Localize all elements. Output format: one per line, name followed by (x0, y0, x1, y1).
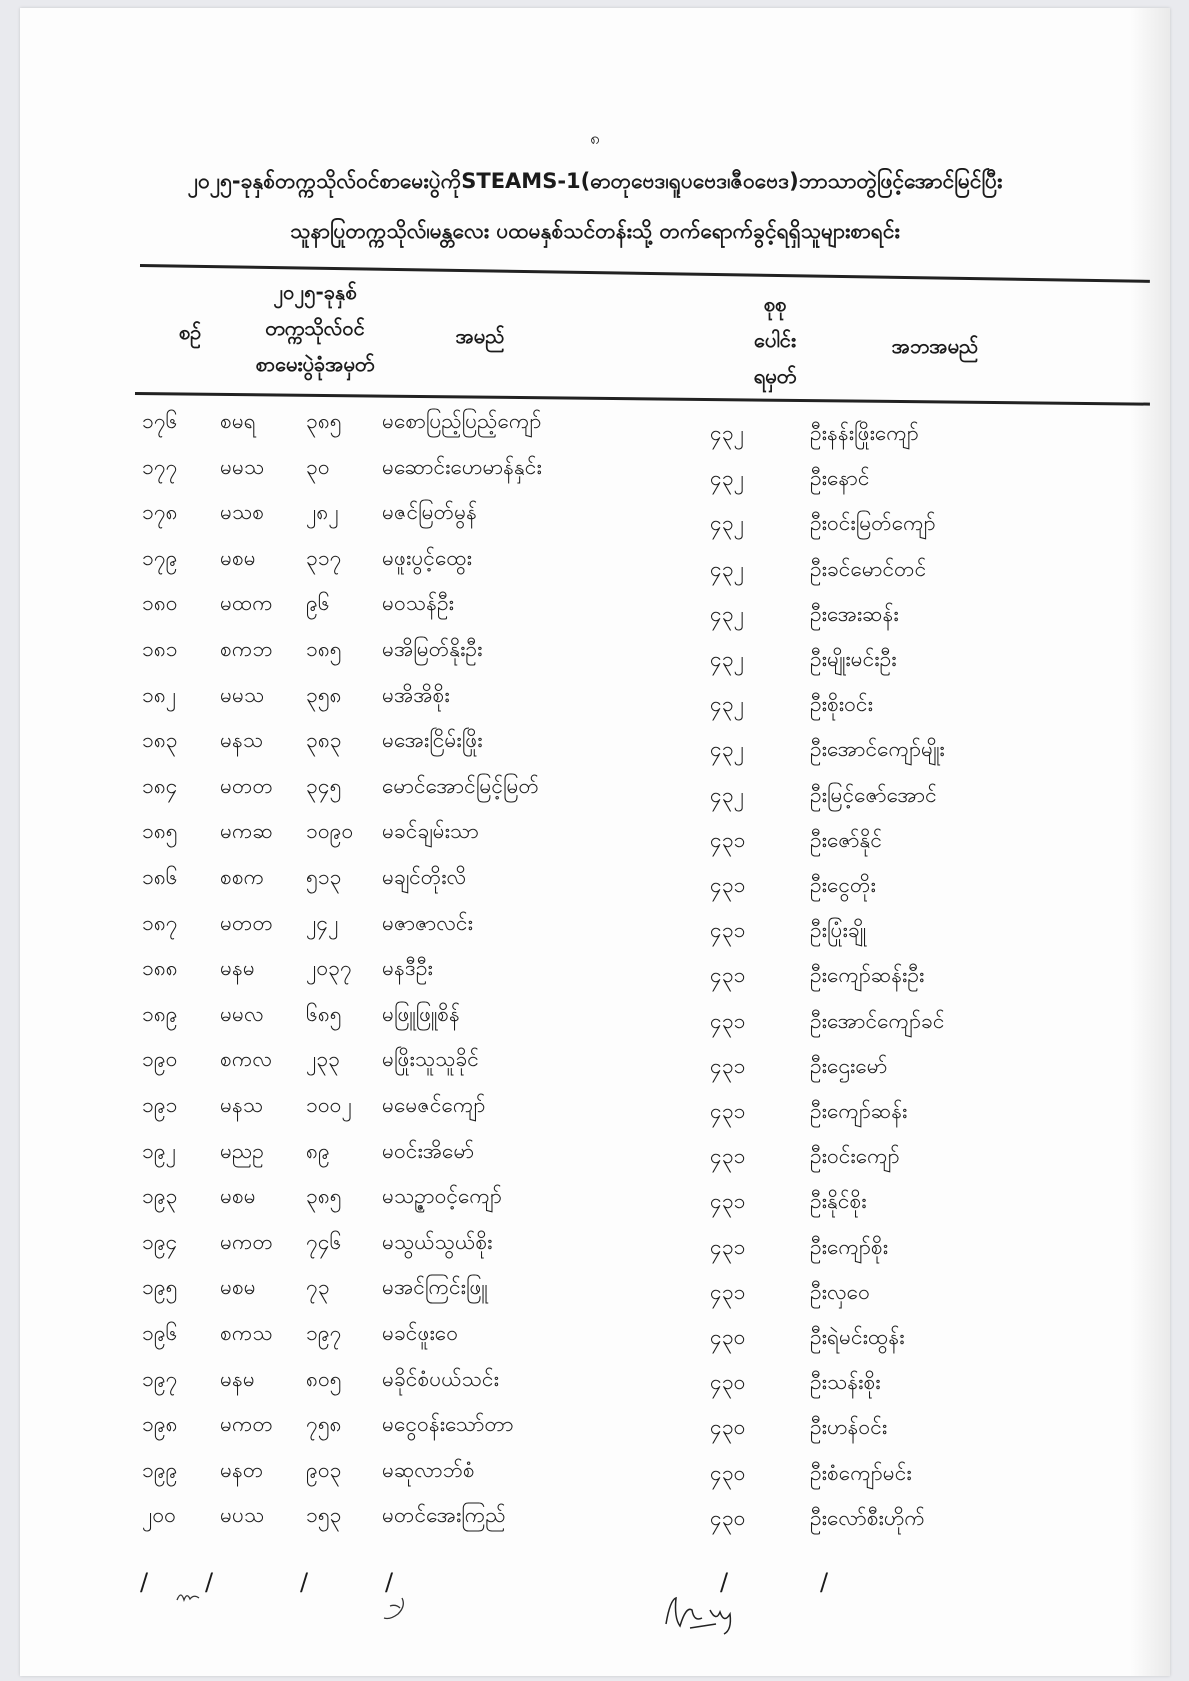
class-code: စကသ (220, 1321, 273, 1345)
student-name: မငွေဝန်းသော်တာ (382, 1412, 514, 1437)
class-code: မနမ (220, 956, 255, 981)
roll-number: ၇၅၈ (306, 1412, 342, 1437)
total-marks: ၄၃၂ (710, 466, 744, 491)
father-name: ဦးကျော်ဆန်း (810, 1099, 908, 1123)
student-name: မဝသန်ဦး (382, 591, 454, 616)
student-name: မသဉ္ဇာဝင့်ကျော် (382, 1184, 502, 1209)
serial-number: ၁၈၂ (142, 682, 177, 707)
father-name: ဦးငွေတိုး (810, 873, 876, 897)
student-name: မဖြိုးသူသူခိုင် (382, 1047, 479, 1072)
student-name: မောင်အောင်မြင့်မြတ် (382, 773, 539, 798)
table-row (20, 1320, 1170, 1364)
class-code: မနသ (220, 728, 264, 753)
roll-number: ၉၀၃ (306, 1457, 342, 1482)
total-marks: ၄၃၀ (710, 1370, 746, 1395)
total-marks: ၄၃၀ (710, 1460, 746, 1485)
father-name: ဦးကျော်ဆန်းဦး (810, 963, 925, 988)
class-code: မကဆ (220, 819, 273, 844)
roll-number: ၁၈၅ (306, 637, 342, 661)
father-name: ဦးအောင်ကျော်ခင် (810, 1008, 945, 1033)
header-total-line-2: ပေါင်း (754, 328, 796, 352)
header-bottom-rule (135, 392, 1150, 406)
table-row (20, 590, 1170, 634)
page-number: ၈ (590, 129, 600, 149)
class-code: မစမ (220, 1184, 256, 1209)
student-name: မဆောင်းဟေမာန်နှင်း (382, 454, 542, 479)
total-marks: ၄၃၂ (710, 647, 744, 671)
class-code: မစမ (220, 1275, 256, 1300)
continuation-mark: / (820, 1568, 829, 1596)
class-code: မတတ (220, 910, 273, 935)
class-code: စစက (220, 865, 265, 889)
roll-number: ၃၅၈ (306, 682, 342, 707)
total-marks: ၄၃၁ (710, 918, 746, 943)
roll-number: ၃၈၃ (306, 728, 342, 753)
serial-number: ၁၉၈ (142, 1412, 178, 1437)
student-name: မဖူးပွင့်ထွေး (382, 545, 472, 570)
total-marks: ၄၃၂ (710, 692, 744, 717)
serial-number: ၁၉၁ (142, 1093, 178, 1117)
father-name: ဦးခင်မောင်တင် (810, 556, 927, 581)
class-code: မနမ (220, 1366, 255, 1391)
roll-number: ၁၉၇ (306, 1321, 342, 1345)
header-roll-line-3: စာမေးပွဲခုံအမှတ် (255, 352, 375, 376)
initials-mark (175, 1586, 205, 1606)
serial-number: ၁၇၉ (142, 545, 178, 570)
class-code: မမသ (220, 454, 265, 479)
class-code: မကတ (220, 1229, 273, 1254)
father-name: ဦးသန်းစိုး (810, 1370, 881, 1395)
student-name: မမေဇင်ကျော် (382, 1093, 486, 1117)
student-name: မအေးငြိမ်းဖြိုး (382, 728, 483, 753)
table-row (20, 1183, 1170, 1227)
class-code: စမရ (220, 409, 256, 433)
father-name: ဦးမြင့်ဇော်အောင် (810, 782, 937, 807)
roll-number: ၂၈၂ (306, 500, 339, 525)
father-name: ဦးဌေးမော် (810, 1053, 888, 1078)
serial-number: ၂၀၀ (142, 1503, 176, 1528)
serial-number: ၁၈၉ (142, 1001, 178, 1026)
father-name: ဦးစံကျော်မင်း (810, 1460, 912, 1485)
total-marks: ၄၃၂ (710, 737, 744, 762)
roll-number: ၃၁၇ (306, 545, 342, 570)
total-marks: ၄၃၂ (710, 782, 744, 807)
table-row (20, 545, 1170, 589)
continuation-mark: / (385, 1568, 394, 1596)
student-name: မသွယ်သွယ်စိုး (382, 1229, 493, 1254)
serial-number: ၁၉၆ (142, 1321, 178, 1345)
table-row (20, 864, 1170, 908)
table-row (20, 773, 1170, 817)
serial-number: ၁၉၉ (142, 1457, 178, 1482)
total-marks: ၄၃၁ (710, 1234, 746, 1259)
roll-number: ၉၆ (306, 591, 330, 616)
roll-number: ၁၀၀၂ (306, 1093, 352, 1117)
roll-number: ၁၀၉၀ (306, 819, 354, 844)
serial-number: ၁၇၇ (142, 454, 178, 479)
table-row (20, 682, 1170, 726)
class-code: စကလ (220, 1047, 273, 1072)
father-name: ဦးနောင် (810, 466, 870, 491)
roll-number: ၃၄၅ (306, 773, 342, 798)
student-name: မချင်တိုးလိ (382, 865, 467, 889)
table-row (20, 408, 1170, 452)
table-row (20, 1457, 1170, 1501)
table-row (20, 454, 1170, 498)
total-marks: ၄၃၁ (710, 873, 746, 897)
header-name: အမည် (455, 324, 505, 348)
father-name: ဦးလော်စီးဟိုက် (810, 1505, 925, 1530)
serial-number: ၁၈၈ (142, 956, 178, 981)
father-name: ဦးကျော်စိုး (810, 1234, 889, 1259)
total-marks: ၄၃၂ (710, 421, 744, 445)
total-marks: ၄၃၁ (710, 827, 746, 852)
total-marks: ၄၃၀ (710, 1505, 746, 1530)
roll-number: ၃၈၅ (306, 1184, 342, 1209)
roll-number: ၂၀၃၇ (306, 956, 352, 981)
signature (660, 1588, 750, 1636)
table-row (20, 1092, 1170, 1136)
header-total-line-3: ရမှတ် (753, 364, 797, 388)
serial-number: ၁၉၇ (142, 1366, 178, 1391)
roll-number: ၂၄၂ (306, 910, 339, 935)
header-father-name: အဘအမည် (891, 334, 979, 358)
student-name: မဝင်းအိမော် (382, 1138, 475, 1163)
father-name: ဦးပြုံးချို (810, 918, 866, 943)
serial-number: ၁၉၂ (142, 1138, 176, 1163)
student-name: မဖြူဖြူစိန် (382, 1001, 460, 1026)
class-code: မတတ (220, 773, 273, 798)
continuation-mark: / (720, 1568, 729, 1596)
father-name: ဦးအောင်ကျော်မျိုး (810, 737, 945, 762)
header-serial: စဉ် (178, 320, 202, 344)
student-name: မခိုင်စံပယ်သင်း (382, 1366, 499, 1391)
student-name: မခင်ချမ်းသာ (382, 819, 479, 844)
document-title-line-2: သူနာပြုတက္ကသိုလ်၊မန္တလေး ပထမနှစ်သင်တန်းသို့ တက်ရောက်ခွင့်ရရှိသူများစာရင်း (290, 219, 900, 243)
serial-number: ၁၈၅ (142, 819, 178, 844)
table-row (20, 727, 1170, 771)
total-marks: ၄၃၂ (710, 511, 744, 536)
student-name: မတင်အေးကြည် (382, 1503, 506, 1528)
class-code: မထက (220, 591, 273, 616)
class-code: မနတ (220, 1457, 264, 1482)
total-marks: ၄၃၁ (710, 1144, 746, 1169)
roll-number: ၇၃ (306, 1275, 330, 1300)
total-marks: ၄၃၂ (710, 556, 744, 581)
class-code: မမလ (220, 1001, 264, 1026)
student-name: မစောပြည့်ပြည့်ကျော် (382, 409, 542, 433)
student-name: မခင်ဖူးဝေ (382, 1321, 458, 1345)
table-row (20, 955, 1170, 999)
document-title-line-1: ၂၀၂၅-ခုနှစ်တက္ကသိုလ်ဝင်စာမေးပွဲကိုSTEAMS-1(ဓာတုဗေဒ၊ရူပဗေဒ၊ဇီဝဗေဒ)ဘာသာတွဲဖြင့်အောင်မြင်ပြီး (187, 169, 1003, 193)
table-row (20, 1046, 1170, 1090)
table-row (20, 1502, 1170, 1546)
table-row (20, 1366, 1170, 1410)
serial-number: ၁၈၄ (142, 773, 178, 798)
father-name: ဦးလှဝေ (810, 1279, 870, 1304)
father-name: ဦးဇော်နိုင် (810, 827, 883, 852)
roll-number: ၈၀၅ (306, 1366, 342, 1391)
header-total-line-1: စုစု (763, 292, 787, 316)
father-name: ဦးစိုးဝင်း (810, 692, 873, 717)
class-code: မနသ (220, 1093, 264, 1117)
serial-number: ၁၈၆ (142, 865, 178, 889)
father-name: ဦးဟန်ဝင်း (810, 1415, 888, 1440)
table-row (20, 1274, 1170, 1318)
total-marks: ၄၃၁ (710, 1053, 746, 1078)
total-marks: ၄၃၁ (710, 1099, 746, 1123)
roll-number: ၆၈၅ (306, 1001, 342, 1026)
serial-number: ၁၈၇ (142, 910, 178, 935)
total-marks: ၄၃၁ (710, 1279, 746, 1304)
father-name: ဦးနိုင်စိုး (810, 1189, 867, 1214)
father-name: ဦးနန်းဖြိုးကျော် (810, 421, 919, 445)
class-code: မကတ (220, 1412, 273, 1437)
header-roll-line-2: တက္ကသိုလ်ဝင် (265, 316, 365, 340)
serial-number: ၁၇၆ (142, 409, 178, 433)
father-name: ဦးအေးဆန်း (810, 601, 899, 626)
father-name: ဦးဝင်းမြတ်ကျော် (810, 511, 936, 536)
serial-number: ၁၈၀ (142, 591, 178, 616)
serial-number: ၁၈၃ (142, 728, 178, 753)
table-row (20, 910, 1170, 954)
serial-number: ၁၉၄ (142, 1229, 178, 1254)
class-code: မမသ (220, 682, 265, 707)
roll-number: ၇၄၆ (306, 1229, 342, 1254)
continuation-mark: / (140, 1568, 149, 1596)
table-row (20, 818, 1170, 862)
class-code: စကဘ (220, 637, 273, 661)
serial-number: ၁၉၅ (142, 1275, 178, 1300)
serial-number: ၁၉၀ (142, 1047, 178, 1072)
student-name: မဇင်မြတ်မွန် (382, 500, 477, 525)
father-name: ဦးရဲမင်းထွန်း (810, 1325, 905, 1349)
initials-mark (380, 1590, 420, 1624)
roll-number: ၂၃၃ (306, 1047, 340, 1072)
total-marks: ၄၃၂ (710, 601, 744, 626)
class-code: မပသ (220, 1503, 265, 1528)
roll-number: ၃၈၅ (306, 409, 342, 433)
total-marks: ၄၃၁ (710, 963, 746, 988)
table-row (20, 499, 1170, 543)
serial-number: ၁၈၁ (142, 637, 178, 661)
class-code: မသစ (220, 500, 265, 525)
total-marks: ၄၃၁ (710, 1008, 746, 1033)
roll-number: ၃၀ (306, 454, 330, 479)
class-code: မညဥ (220, 1138, 264, 1163)
table-row (20, 1138, 1170, 1182)
student-name: မဆုလာဘ်စံ (382, 1457, 475, 1482)
total-marks: ၄၃၀ (710, 1325, 746, 1349)
footer-marks (20, 1568, 1170, 1648)
table-row (20, 1001, 1170, 1045)
table-row (20, 1229, 1170, 1273)
father-name: ဦးမျိုးမင်းဦး (810, 647, 897, 671)
student-name: မအင်ကြင်းဖြူ (382, 1275, 488, 1300)
total-marks: ၄၃၀ (710, 1415, 746, 1440)
continuation-mark: / (205, 1568, 214, 1596)
serial-number: ၁၇၈ (142, 500, 178, 525)
table-row (20, 636, 1170, 680)
roll-number: ၅၁၃ (306, 865, 342, 889)
document-page (20, 8, 1170, 1676)
continuation-mark: / (300, 1568, 309, 1596)
student-name: မအိမြတ်နိုးဦး (382, 637, 483, 661)
father-name: ဦးဝင်းကျော် (810, 1144, 900, 1169)
student-name: မဇာဇာလင်း (382, 910, 473, 935)
roll-number: ၈၉ (306, 1138, 330, 1163)
student-name: မနဒီဦး (382, 956, 433, 981)
table-row (20, 1411, 1170, 1455)
class-code: မစမ (220, 545, 256, 570)
serial-number: ၁၉၃ (142, 1184, 178, 1209)
total-marks: ၄၃၁ (710, 1189, 746, 1214)
student-name: မအိအိစိုး (382, 682, 450, 707)
header-roll-line-1: ၂၀၂၅-ခုနှစ် (273, 280, 357, 304)
roll-number: ၁၅၃ (306, 1503, 342, 1528)
